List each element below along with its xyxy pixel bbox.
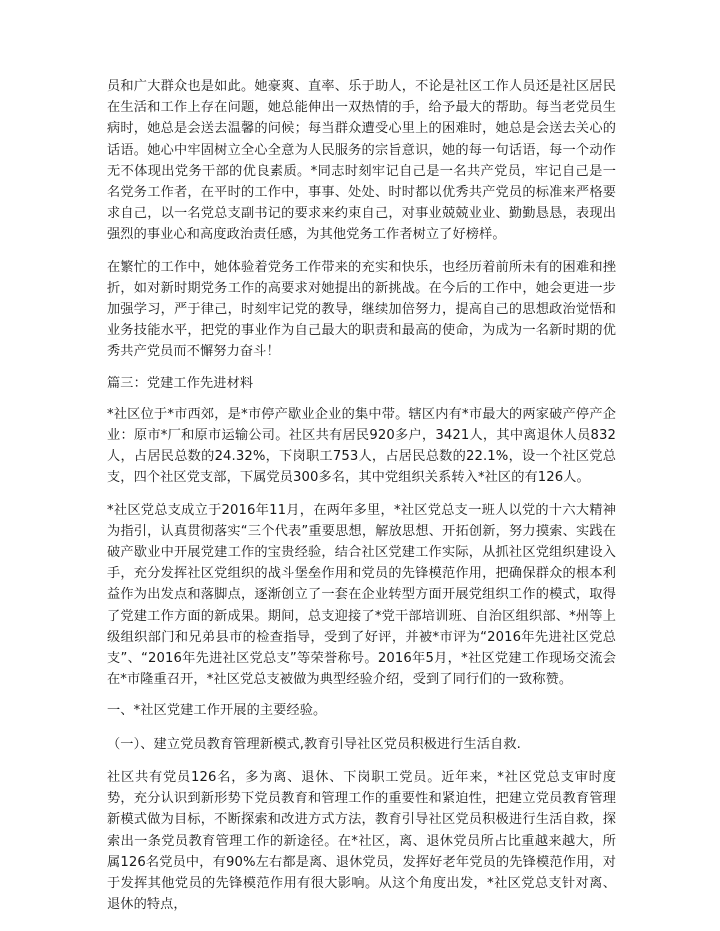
heading-education-model: （一）、建立党员教育管理新模式,教育引导社区党员积极进行生活自救.	[107, 736, 521, 752]
paragraph-member-education: 社区共有党员126名，多为离、退休、下岗职工党员。近年来，*社区党总支审时度势，充分认识到新形势下党员教育和管理工作的重要性和紧迫性，把建立党员教育管理新模式做为目标，不断探索和改进方式方法，教育引导社区党员积极进行生活自救，探索出一条党员教育管理工作的新途径。在*社区，离、退休党员所占比重越来越大，所属126名党员中，有90%左右都是离、退休党员，发挥好老年党员的先锋模范作用，对于发挥其他党员的先锋模范作用有很大影响。从这个角度出发，*社区党总支针对离、退休的特点，	[107, 769, 616, 913]
section-title: 篇三：党建工作先进材料	[107, 375, 254, 391]
paragraph-community-overview: *社区位于*市西郊，是*市停产歇业企业的集中带。辖区内有*市最大的两家破产停产企业：原市*厂和原市运输公司。社区共有居民920多户，3421人，其中离退休人员832人，占居民总数的24.32%，下岗职工753人，占居民总数的22.1%，设一个社区党总支，四个社区党支部，下属党员300多名，其中党组织关系转入*社区的有126人。	[107, 406, 616, 486]
paragraph-profile-end: 员和广大群众也是如此。她豪爽、直率、乐于助人，不论是社区工作人员还是社区居民在生活和工作上存在问题，她总能伸出一双热情的手，给予最大的帮助。每当老党员生病时，她总是会送去温馨的问候；每当群众遭受心里上的困难时，她总是会送去关心的话语。她心中牢固树立全心全意为人民服务的宗旨意识，她的每一句话语，每一个动作无不体现出党务干部的优良素质。*同志时刻牢记自己是一名共产党员，牢记自己是一名党务工作者，在平时的工作中，事事、处处、时时都以优秀共产党员的标准来严格要求自己，以一名党总支副书记的要求来约束自己，对事业兢兢业业、勤勤恳恳，表现出强烈的事业心和高度政治责任感，为其他党务工作者树立了好榜样。	[107, 79, 616, 243]
paragraph-party-branch-history: *社区党总支成立于2016年11月，在两年多里，*社区党总支一班人以党的十六大精神为指引，认真贯彻落实“三个代表”重要思想，解放思想、开拓创新，努力摸索、实践在破产歇业中开展党建工作的宝贵经验，结合社区党建工作实际，从抓社区党组织建设入手，充分发挥社区党组织的战斗堡垒作用和党员的先锋模范作用，把确保群众的根本利益作为出发点和落脚点，逐渐创立了一套在企业转型方面开展党组织工作的模式，取得了党建工作方面的新成果。期间，总支迎接了*党干部培训班、自治区组织部、*州等上级组织部门和兄弟县市的检查指导，受到了好评，并被*市评为“2016年先进社区党总支”、“2016年先进社区党总支”等荣誉称号。2016年5月，*社区党建工作现场交流会在*市隆重召开，*社区党总支被做为典型经验介绍，受到了同行们的一致称赞。	[107, 502, 616, 688]
heading-main-experience: 一、*社区党建工作开展的主要经验。	[107, 703, 327, 719]
paragraph-outlook: 在繁忙的工作中，她体验着党务工作带来的充实和快乐，也经历着前所未有的困难和挫折，如对新时期党务工作的高要求对她提出的新挑战。在今后的工作中，她会更进一步加强学习，严于律己，时刻牢记党的教导，继续加倍努力，提高自己的思想政治觉悟和业务技能水平，把党的事业作为自己最大的职责和最高的使命，为成为一名新时期的优秀共产党员而不懈努力奋斗！	[107, 259, 616, 360]
